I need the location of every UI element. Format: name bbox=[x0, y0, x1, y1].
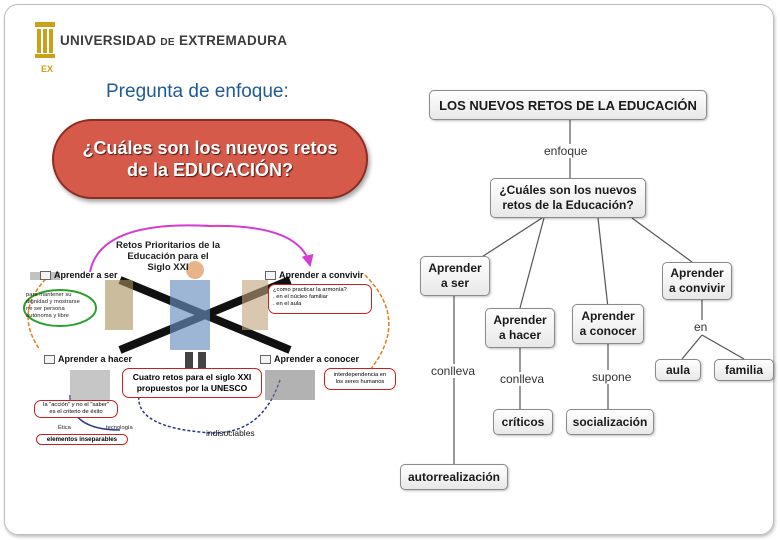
socializacion-node: socialización bbox=[566, 409, 654, 435]
focus-question-bubble: ¿Cuáles son los nuevos retos de la EDUCACIÓN? bbox=[52, 119, 368, 199]
convivir-note: ¿como practicar la armonía? . en el núcleo familiar . en el aula bbox=[268, 284, 372, 314]
etica-label: Ética bbox=[58, 425, 71, 431]
aprender-convivir-label: Aprender a convivir bbox=[279, 270, 364, 280]
aprender-hacer-node: Aprender a hacer bbox=[485, 308, 555, 348]
university-name: UNIVERSIDAD DE EXTREMADURA bbox=[60, 33, 288, 48]
unesco-infographic bbox=[10, 220, 410, 450]
criticos-node: críticos bbox=[493, 409, 553, 435]
logo-ex-text: EX bbox=[41, 64, 54, 74]
aprender-ser-label: Aprender a ser bbox=[54, 270, 118, 280]
root-node: LOS NUEVOS RETOS DE LA EDUCACIÓN bbox=[429, 90, 707, 120]
university-logo bbox=[34, 20, 288, 74]
aprender-convivir-node: Aprender a convivir bbox=[662, 262, 732, 300]
infographic-title: Retos Prioritarios de la Educación para el Siglo XXI bbox=[115, 240, 220, 273]
inseparables-box: elementos inseparables bbox=[36, 434, 128, 445]
book-icon bbox=[44, 355, 55, 364]
aprender-hacer-label: Aprender a hacer bbox=[58, 354, 133, 364]
link-enfoque: enfoque bbox=[544, 144, 588, 158]
concept-map bbox=[392, 80, 780, 500]
focus-question-label: Pregunta de enfoque: bbox=[106, 81, 289, 102]
aprender-ser-node: Aprender a ser bbox=[420, 256, 490, 296]
book-icon bbox=[260, 355, 271, 364]
question-node: ¿Cuáles son los nuevos retos de la Educación? bbox=[490, 178, 646, 218]
university-crest-icon bbox=[34, 20, 56, 60]
conocer-note: interdependencia en los seres humanos bbox=[324, 368, 396, 390]
unesco-box: Cuatro retos para el siglo XXI propuestos por la UNESCO bbox=[122, 368, 262, 398]
hacer-note: la "acción" y no el "saber" es el criterio de éxito bbox=[34, 400, 118, 418]
indisociables-label: indisociables bbox=[206, 428, 255, 438]
link-conlleva-2: conlleva bbox=[500, 372, 545, 386]
familia-node: familia bbox=[714, 359, 774, 381]
ser-note: para mantener su dignidad y mostrarse ne ser persona autónoma y libre bbox=[26, 292, 80, 319]
book-icon bbox=[40, 271, 51, 280]
link-en: en bbox=[694, 320, 708, 334]
autorrealizacion-node: autorrealización bbox=[400, 464, 508, 490]
book-icon bbox=[265, 271, 276, 280]
link-supone: supone bbox=[592, 370, 632, 384]
link-conlleva-1: conlleva bbox=[431, 364, 476, 378]
aprender-conocer-node: Aprender a conocer bbox=[572, 304, 644, 344]
aprender-conocer-label: Aprender a conocer bbox=[274, 354, 360, 364]
tecnologia-label: tecnología bbox=[106, 425, 133, 431]
aula-node: aula bbox=[655, 359, 701, 381]
